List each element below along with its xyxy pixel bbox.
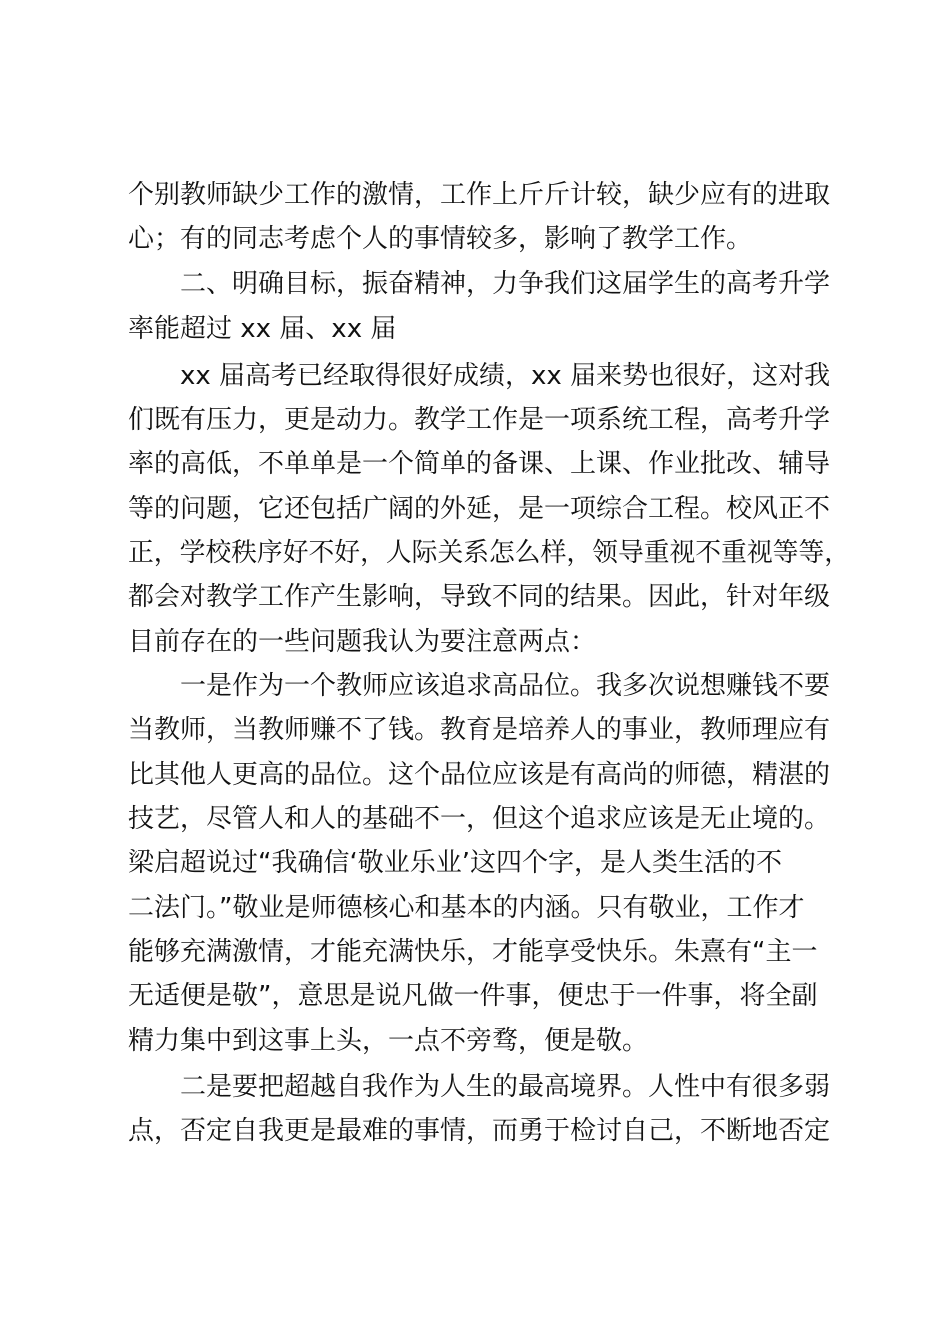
text-line: 二法门。”敬业是师德核心和基本的内涵。只有敬业，工作才 xyxy=(128,893,805,923)
text-line: 们既有压力，更是动力。教学工作是一项系统工程，高考升学 xyxy=(128,405,831,435)
text-line: 技艺，尽管人和人的基础不一，但这个追求应该是无止境的。 xyxy=(128,804,831,834)
text-line: 一是作为一个教师应该追求高品位。我多次说想赚钱不要 xyxy=(180,671,831,701)
text-line: 点，否定自我更是最难的事情，而勇于检讨自己，不断地否定 xyxy=(128,1116,831,1146)
text-line: 二是要把超越自我作为人生的最高境界。人性中有很多弱 xyxy=(180,1072,831,1102)
text-line: 当教师，当教师赚不了钱。教育是培养人的事业，教师理应有 xyxy=(128,715,831,745)
section-heading: 二、明确目标，振奋精神，力争我们这届学生的高考升学 xyxy=(180,269,831,299)
text-line: 都会对教学工作产生影响，导致不同的结果。因此，针对年级 xyxy=(128,582,831,612)
text-line: xx 届高考已经取得很好成绩，xx 届来势也很好，这对我 xyxy=(180,361,831,391)
text-line: 个别教师缺少工作的激情，工作上斤斤计较，缺少应有的进取 xyxy=(128,180,831,210)
text-line: 率的高低，不单单是一个简单的备课、上课、作业批改、辅导 xyxy=(128,449,831,479)
text-line: 比其他人更高的品位。这个品位应该是有高尚的师德，精湛的 xyxy=(128,760,831,790)
text-line: 梁启超说过“我确信‘敬业乐业’这四个字，是人类生活的不 xyxy=(128,848,782,878)
section-heading: 率能超过 xx 届、xx 届 xyxy=(128,314,397,344)
text-line: 能够充满激情，才能充满快乐，才能享受快乐。朱熹有“主一 xyxy=(128,937,818,967)
text-line: 心；有的同志考虑个人的事情较多，影响了教学工作。 xyxy=(128,224,753,254)
text-line: 正，学校秩序好不好，人际关系怎么样，领导重视不重视等等， xyxy=(128,538,851,568)
text-line: 目前存在的一些问题我认为要注意两点： xyxy=(128,627,597,657)
text-line: 等的问题，它还包括广阔的外延，是一项综合工程。校风正不 xyxy=(128,494,831,524)
text-line: 无适便是敬”，意思是说凡做一件事，便忠于一件事，将全副 xyxy=(128,981,818,1011)
text-line: 精力集中到这事上头，一点不旁骛，便是敬。 xyxy=(128,1026,649,1056)
